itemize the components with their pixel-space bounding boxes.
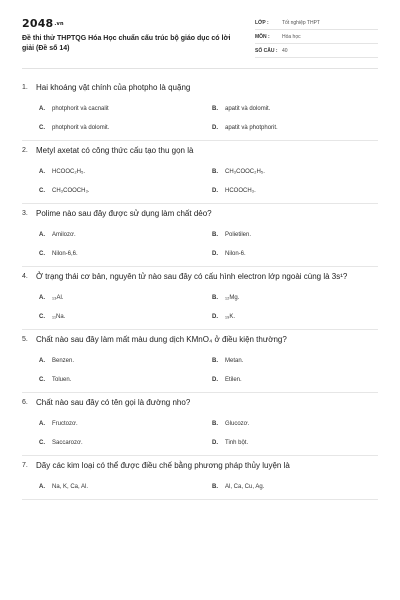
option-key: B.	[212, 358, 218, 364]
question-number: 1.	[22, 84, 28, 91]
meta-key: LỚP :	[255, 19, 269, 26]
option-key: B.	[212, 106, 218, 112]
logo-suffix: .vn	[54, 21, 64, 27]
option-text: Metan.	[225, 358, 244, 364]
answer-option[interactable]	[212, 105, 385, 114]
question-text: Chất nào sau đây làm mất màu dung dịch KMnO₄ ở điều kiện thường?	[36, 335, 287, 344]
option-key: C.	[39, 377, 45, 383]
meta-key: MÔN :	[255, 33, 270, 40]
option-key: A.	[39, 295, 45, 301]
answer-option[interactable]	[39, 187, 212, 196]
meta-row-class	[255, 16, 378, 30]
answer-options	[22, 357, 378, 385]
option-key: D.	[212, 125, 218, 131]
question-number: 4.	[22, 273, 28, 280]
answer-option[interactable]	[39, 231, 212, 240]
answer-option[interactable]	[212, 231, 385, 240]
option-key: B.	[212, 421, 218, 427]
option-text: apatit và dolomit.	[225, 106, 271, 112]
question-7	[22, 460, 378, 500]
option-text: ₁₂Mg.	[225, 295, 240, 301]
answer-option[interactable]	[212, 376, 385, 385]
option-key: C.	[39, 314, 45, 320]
option-text: Etilen.	[225, 377, 242, 383]
answer-option[interactable]	[212, 124, 385, 133]
question-stem	[22, 208, 378, 220]
answer-options	[22, 168, 378, 196]
option-text: photphorit và cacnalit	[52, 106, 109, 112]
question-text: Hai khoáng vật chính của photpho là quặng	[36, 83, 191, 92]
answer-options	[22, 294, 378, 322]
answer-option[interactable]	[212, 357, 385, 366]
option-text: Saccarozơ.	[52, 440, 83, 446]
option-text: HCOOC₂H₅.	[52, 169, 86, 175]
answer-option[interactable]	[212, 439, 385, 448]
answer-options	[22, 483, 378, 492]
option-text: ₁₁Na.	[52, 314, 66, 320]
option-text: Nilon-6,6.	[52, 251, 78, 257]
option-text: ₁₃Al.	[52, 295, 64, 301]
answer-option[interactable]	[39, 250, 212, 259]
question-5	[22, 334, 378, 393]
meta-value: Hóa học	[282, 33, 301, 40]
question-stem	[22, 460, 378, 472]
question-text: Dãy các kim loại có thể được điều chế bằng phương pháp thủy luyện là	[36, 461, 290, 470]
question-text: Metyl axetat có công thức cấu tạo thu gọn là	[36, 146, 194, 155]
meta-row-subject	[255, 30, 378, 44]
answer-options	[22, 105, 378, 133]
meta-key: SỐ CÂU :	[255, 47, 278, 54]
answer-option[interactable]	[39, 168, 212, 177]
option-text: Amilozơ.	[52, 232, 76, 238]
answer-option[interactable]	[39, 294, 212, 303]
answer-option[interactable]	[39, 376, 212, 385]
answer-option[interactable]	[39, 105, 212, 114]
option-text: Toluen.	[52, 377, 72, 383]
question-text: Ở trạng thái cơ bản, nguyên tử nào sau đây có cấu hình electron lớp ngoài cùng là 3s¹?	[36, 272, 348, 281]
exam-header	[22, 13, 378, 58]
answer-options	[22, 231, 378, 259]
question-number: 6.	[22, 399, 28, 406]
answer-option[interactable]	[212, 168, 385, 177]
option-key: C.	[39, 125, 45, 131]
question-number: 5.	[22, 336, 28, 343]
question-text: Polime nào sau đây được sử dụng làm chất dẻo?	[36, 209, 212, 218]
answer-option[interactable]	[212, 483, 385, 492]
answer-option[interactable]	[39, 357, 212, 366]
answer-option[interactable]	[39, 439, 212, 448]
question-stem	[22, 334, 378, 346]
option-text: Polietilen.	[225, 232, 252, 238]
option-key: D.	[212, 377, 218, 383]
question-stem	[22, 145, 378, 157]
option-key: C.	[39, 188, 45, 194]
option-text: CH₃COOC₂H₅.	[225, 169, 265, 175]
question-number: 7.	[22, 462, 28, 469]
question-3	[22, 208, 378, 267]
option-key: D.	[212, 188, 218, 194]
answer-option[interactable]	[212, 250, 385, 259]
option-text: Na, K, Ca, Al.	[52, 484, 89, 490]
answer-option[interactable]	[212, 294, 385, 303]
option-key: B.	[212, 295, 218, 301]
option-key: B.	[212, 484, 218, 490]
answer-option[interactable]	[39, 313, 212, 322]
option-key: A.	[39, 169, 45, 175]
option-text: Glucozơ.	[225, 421, 250, 427]
option-key: B.	[212, 169, 218, 175]
option-text: Al, Ca, Cu, Ag.	[225, 484, 265, 490]
logo[interactable]	[22, 17, 64, 30]
answer-option[interactable]	[212, 420, 385, 429]
question-number: 2.	[22, 147, 28, 154]
meta-row-question-count	[255, 44, 378, 58]
option-key: D.	[212, 251, 218, 257]
option-text: photphorit và dolomit.	[52, 125, 110, 131]
option-key: A.	[39, 484, 45, 490]
option-text: Benzen.	[52, 358, 75, 364]
option-text: Fructozơ.	[52, 421, 78, 427]
option-key: A.	[39, 232, 45, 238]
answer-option[interactable]	[39, 420, 212, 429]
exam-title: Đề thi thử THPTQG Hóa Học chuẩn cấu trúc bộ giáo dục có lời giải (Đề số 14)	[22, 35, 231, 52]
question-stem	[22, 82, 378, 94]
option-text: apatit và photphorit.	[225, 125, 278, 131]
question-stem	[22, 271, 378, 283]
option-key: A.	[39, 106, 45, 112]
option-key: B.	[212, 232, 218, 238]
option-text: Tinh bột.	[225, 440, 249, 446]
logo-text: 2048	[22, 17, 54, 30]
question-6	[22, 397, 378, 456]
option-key: C.	[39, 251, 45, 257]
meta-value: Tốt nghiệp THPT	[282, 19, 320, 26]
option-key: C.	[39, 440, 45, 446]
answer-option[interactable]	[39, 124, 212, 133]
option-text: HCOOCH₃.	[225, 188, 256, 194]
header-divider	[22, 68, 378, 69]
question-list	[22, 78, 378, 500]
question-number: 3.	[22, 210, 28, 217]
question-4	[22, 271, 378, 330]
option-text: Nilon-6.	[225, 251, 246, 257]
option-key: A.	[39, 358, 45, 364]
answer-option[interactable]	[39, 483, 212, 492]
option-key: A.	[39, 421, 45, 427]
option-text: ₁₉K.	[225, 314, 236, 320]
option-text: CH₃COOCH₃.	[52, 188, 90, 194]
meta-value: 40	[282, 47, 288, 54]
answer-option[interactable]	[212, 313, 385, 322]
question-stem	[22, 397, 378, 409]
answer-option[interactable]	[212, 187, 385, 196]
question-2	[22, 145, 378, 204]
question-1	[22, 82, 378, 141]
option-key: D.	[212, 314, 218, 320]
exam-meta	[255, 16, 378, 58]
question-text: Chất nào sau đây có tên gọi là đường nho?	[36, 398, 191, 407]
option-key: D.	[212, 440, 218, 446]
answer-options	[22, 420, 378, 448]
